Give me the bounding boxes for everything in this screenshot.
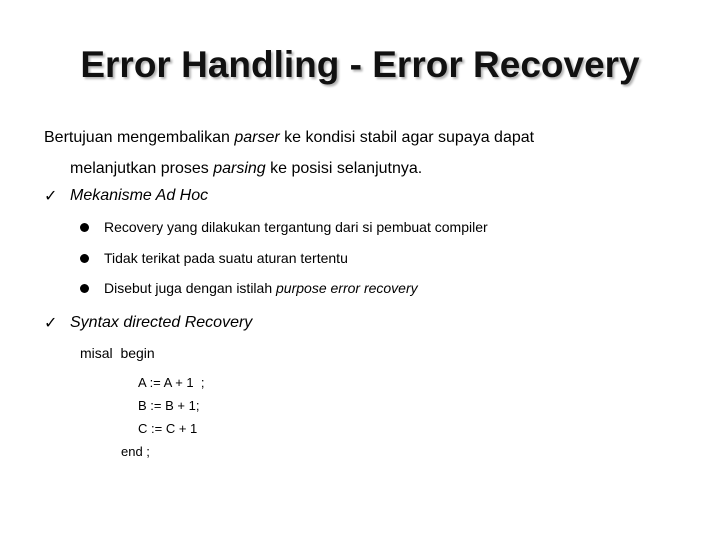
bullet-icon	[80, 254, 89, 263]
code-line: A := A + 1 ;	[138, 375, 205, 390]
intro-text-4: melanjutkan proses	[70, 160, 214, 177]
check-icon: ✓	[44, 313, 58, 332]
code-line: C := C + 1	[138, 421, 198, 436]
intro-italic-parsing: parsing	[213, 160, 266, 177]
section-heading-label: Mekanisme Ad Hoc	[70, 186, 209, 204]
intro-text-6: ke posisi selanjutnya.	[265, 160, 423, 177]
intro-text-1: Bertujuan mengembalikan	[44, 129, 235, 146]
bullet-icon	[80, 284, 89, 293]
intro-text-3: ke kondisi stabil agar supaya dapat	[279, 129, 535, 146]
bullet-item	[80, 280, 418, 296]
slide-title: Error Handling - Error Recovery	[80, 44, 640, 85]
code-misal-begin: misal begin	[80, 345, 155, 361]
check-icon: ✓	[44, 186, 58, 205]
bullet-text-plain: Disebut juga dengan istilah	[104, 280, 277, 296]
bullet-item	[80, 250, 348, 266]
section-heading-syntax-directed	[44, 313, 252, 332]
bullet-text: Recovery yang dilakukan tergantung dari si pembuat compiler	[104, 219, 488, 235]
bullet-text-italic: purpose error recovery	[276, 280, 418, 296]
section-heading-label: Syntax directed Recovery	[70, 313, 253, 331]
code-line: B := B + 1;	[138, 398, 200, 413]
intro-italic-parser: parser	[234, 129, 280, 146]
bullet-text	[104, 280, 418, 296]
bullet-item	[80, 219, 488, 235]
intro-paragraph	[44, 122, 684, 184]
code-end-line: end ;	[121, 444, 150, 459]
bullet-icon	[80, 223, 89, 232]
bullet-text: Tidak terikat pada suatu aturan tertentu	[104, 250, 348, 266]
intro-line-2	[44, 153, 684, 184]
section-heading-ad-hoc	[44, 186, 208, 205]
